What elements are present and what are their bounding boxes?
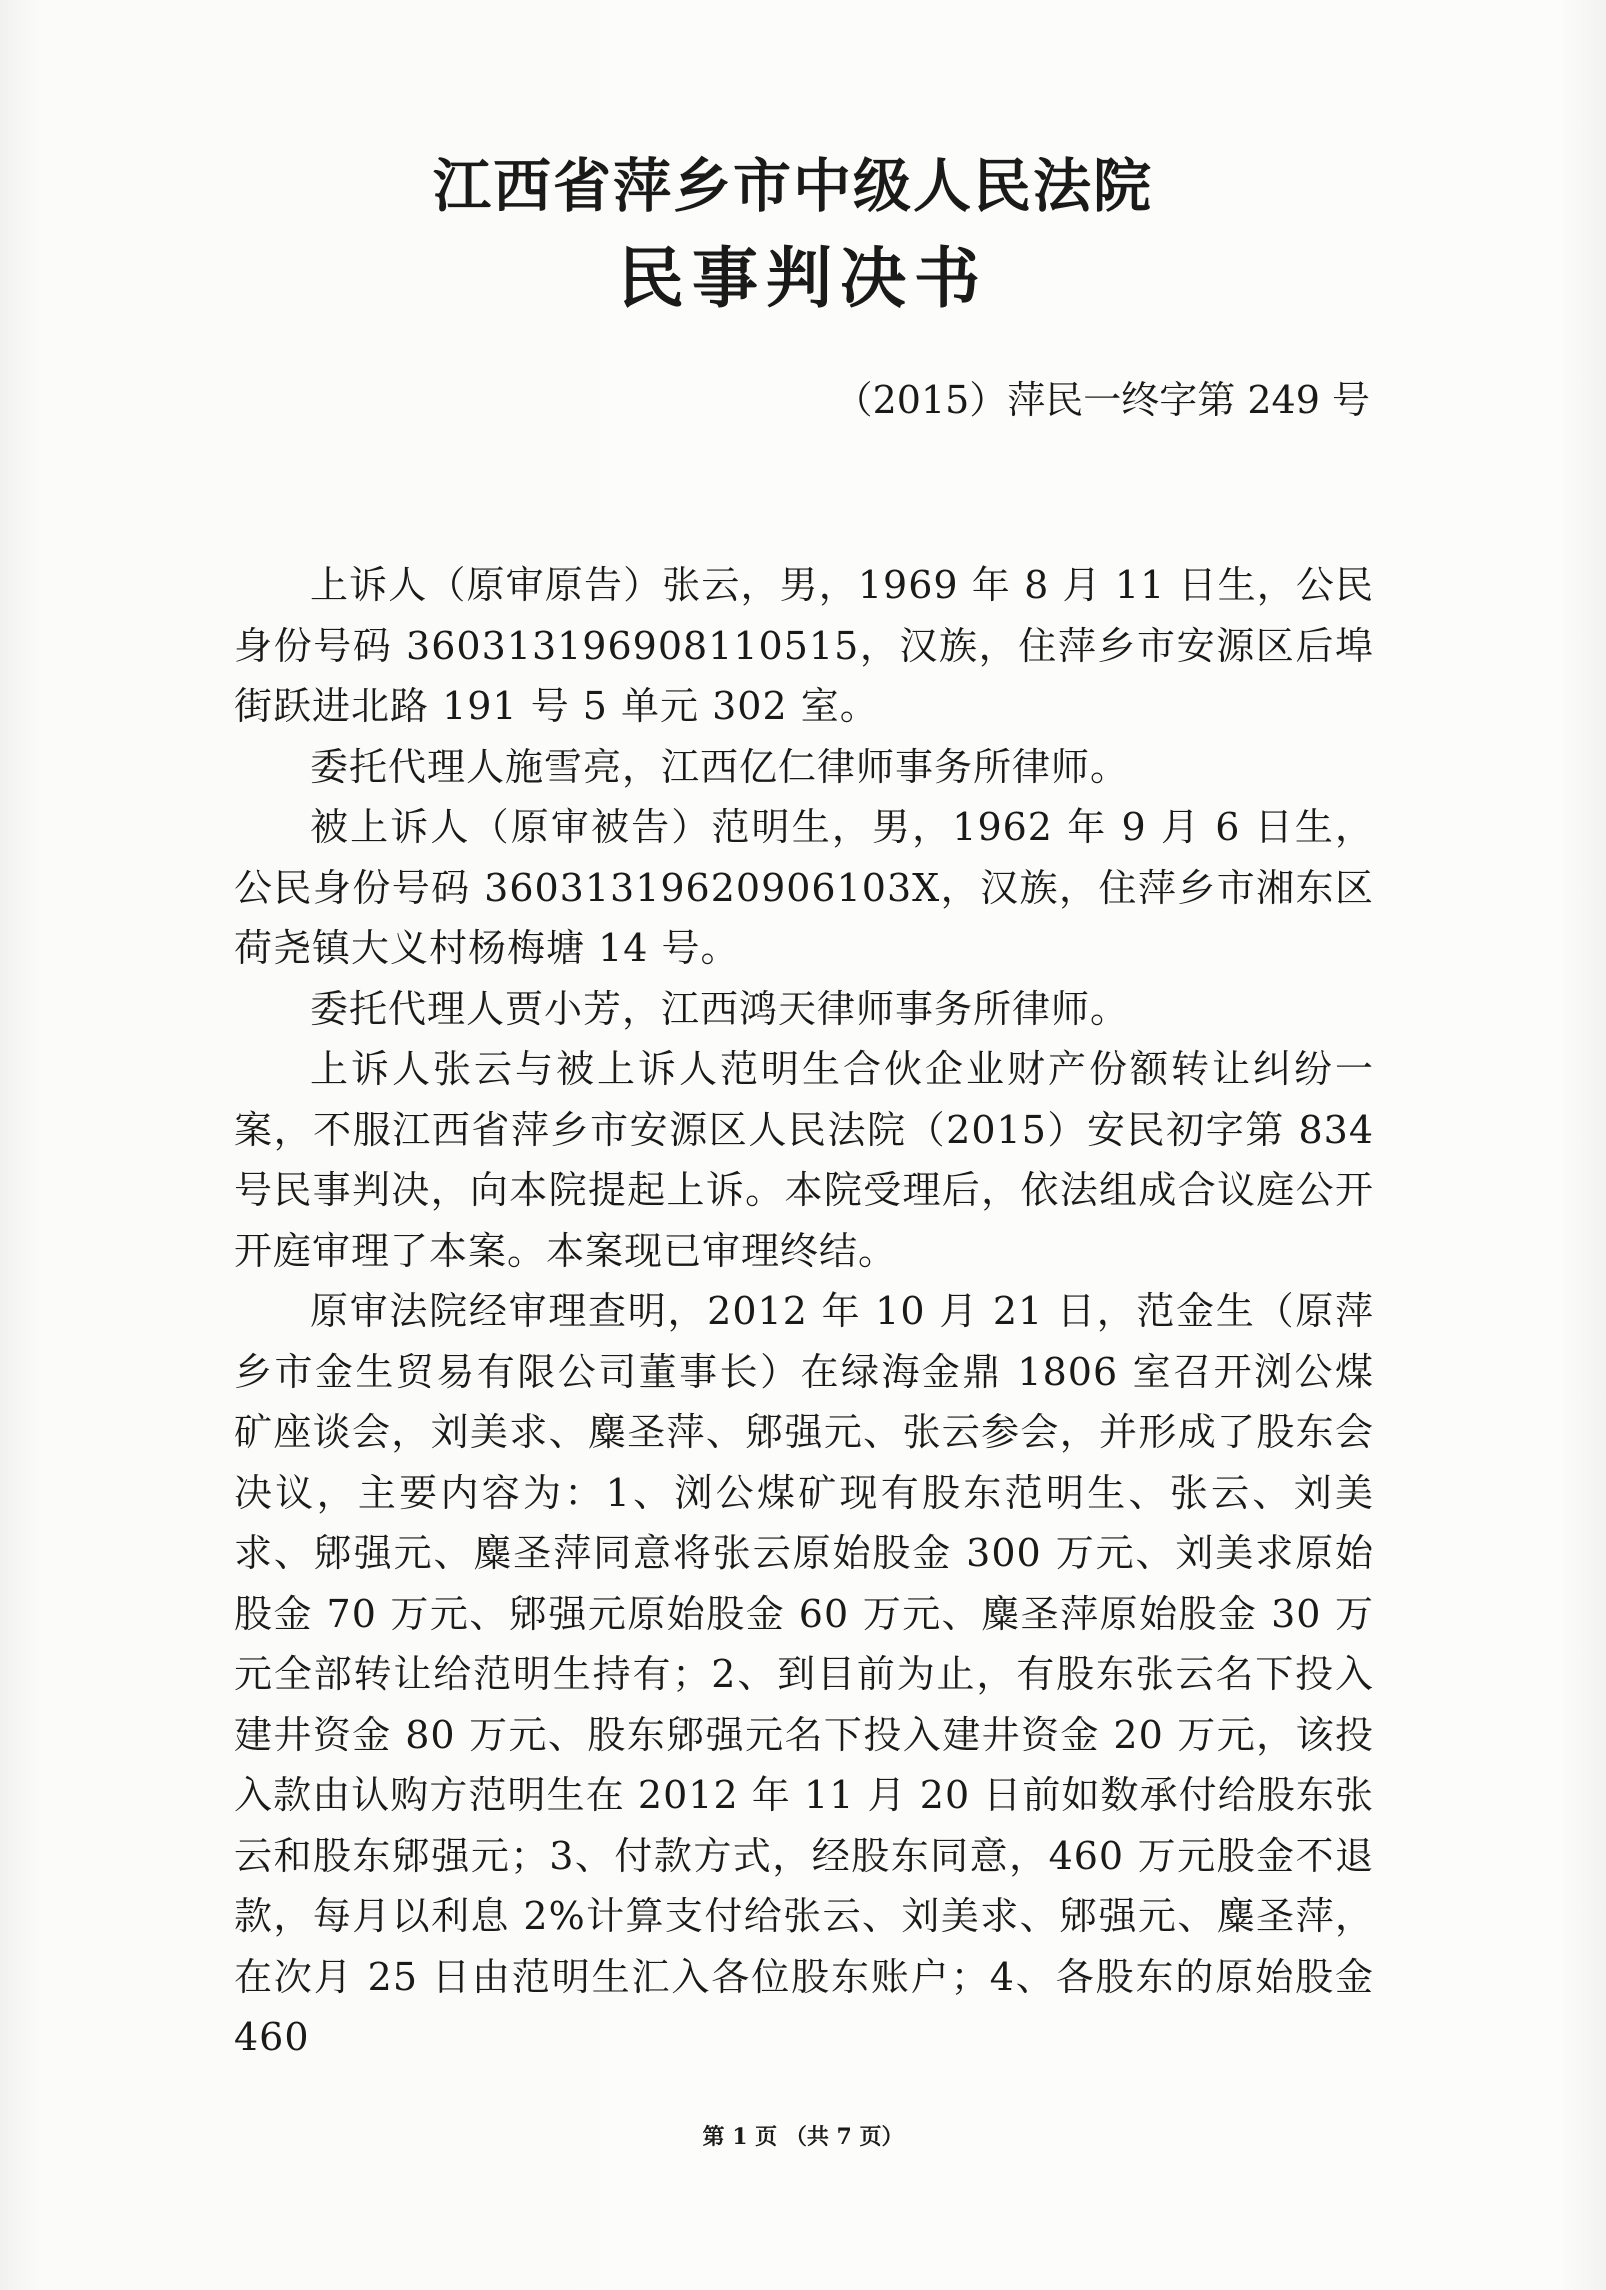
appellee-paragraph: 被上诉人（原审被告）范明生，男，1962 年 9 月 6 日生，公民身份号码 36031319620906103X，汉族，住萍乡市湘东区荷尧镇大义村杨梅塘 14 号。 [234, 805, 1374, 970]
court-name: 江西省萍乡市中级人民法院 [432, 152, 1153, 220]
appellant-agent-paragraph: 委托代理人施雪亮，江西亿仁律师事务所律师。 [310, 744, 1130, 789]
appellee-agent-paragraph: 委托代理人贾小芳，江西鸿天律师事务所律师。 [310, 986, 1130, 1031]
case-number: （2015）萍民一终字第 249 号 [834, 378, 1370, 422]
page-number: 第 1 页 （共 7 页） [702, 2124, 904, 2150]
document-type-title: 民事判决书 [618, 239, 988, 317]
case-background-paragraph: 上诉人张云与被上诉人范明生合伙企业财产份额转让纠纷一案，不服江西省萍乡市安源区人民法院（2015）安民初字第 834 号民事判决，向本院提起上诉。本院受理后，依法组成合议庭公开开庭审理了本案。本案现已审理终结。 [234, 1047, 1374, 1273]
appellant-paragraph: 上诉人（原审原告）张云，男，1969 年 8 月 11 日生，公民身份号码 360313196908110515，汉族，住萍乡市安源区后埠街跃进北路 191 号 5 单元 302 室。 [234, 563, 1374, 728]
judgment-body [234, 555, 1374, 2068]
facts-found-paragraph: 原审法院经审理查明，2012 年 10 月 21 日，范金生（原萍乡市金生贸易有限公司董事长）在绿海金鼎 1806 室召开浏公煤矿座谈会，刘美求、麋圣萍、郳强元、张云参会，并形成了股东会决议，主要内容为：1、浏公煤矿现有股东范明生、张云、刘美求、郳强元、麋圣萍同意将张云原始股金 300 万元、刘美求原始股金 70 万元、郳强元原始股金 60 万元、麋圣萍原始股金 30 万元全部转让给范明生持有；2、到目前为止，有股东张云名下投入建井资金 80 万元、股东郳强元名下投入建井资金 20 万元，该投入款由认购方范明生在 2012 年 11 月 20 日前如数承付给股东张云和股东郳强元；3、付款方式，经股东同意，460 万元股金不退款，每月以利息 2%计算支付给张云、刘美求、郳强元、麋圣萍，在次月 25 日由范明生汇入各位股东账户；4、各股东的原始股金 460 [234, 1289, 1374, 2059]
